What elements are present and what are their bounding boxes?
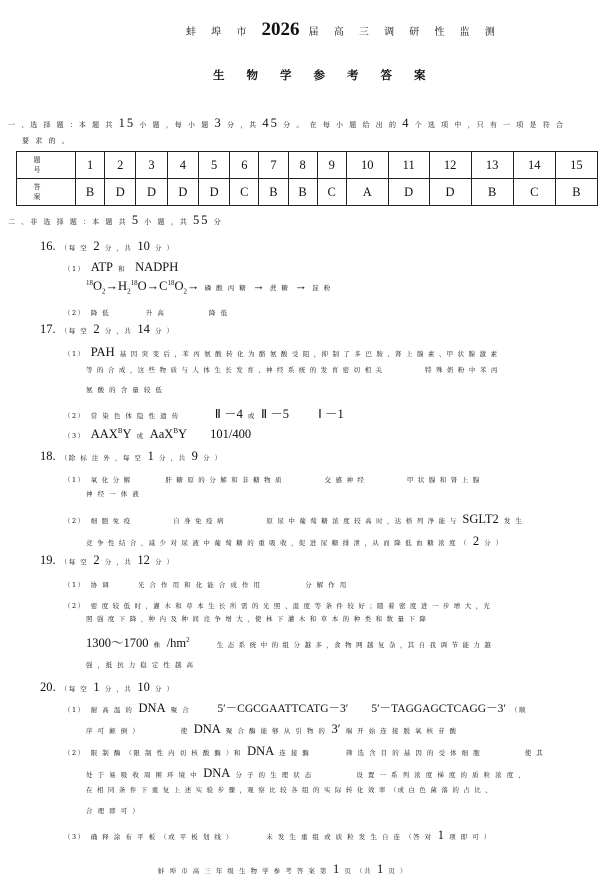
- exam-title: [186, 19, 501, 41]
- page-total: 1: [377, 862, 384, 876]
- answer-cell: A: [346, 179, 388, 206]
- section1-intro-c: 分 ，共: [226, 121, 259, 129]
- part-text: 生 态 系 统 中 的 组 分 越 多 ，食 物 网 越 复 杂 ，其 自 我 调 节 能 力 越: [216, 641, 493, 649]
- part-text: 确 释 涂 布 平 板 （或 平 板 划 线 ） 未 发 生 重 组 或 质 粒 发 生 自 连 （答 对: [90, 833, 433, 841]
- question-number: 9: [317, 152, 346, 179]
- count: 1: [437, 828, 444, 842]
- q19-header: [40, 549, 175, 568]
- nadph-term: NADPH: [135, 260, 179, 274]
- score-total: 10: [137, 680, 150, 694]
- conjunction: 或: [136, 432, 145, 440]
- document-title: 生 物 学 参 考 答 案: [213, 68, 435, 82]
- genotype-2: AaX$^B$Y: [149, 426, 188, 441]
- pedigree-individual: Ⅱ －4: [214, 407, 243, 421]
- section2-intro-b: 小 题 ，共: [144, 218, 189, 226]
- q17-number: 17.: [40, 322, 56, 336]
- chain-step: 磷 酸 丙 糖: [204, 284, 248, 292]
- row-label-number: 题 号: [17, 152, 76, 179]
- conjunction: 或: [247, 412, 256, 420]
- part-text: 细 胞 免 疫 自 身 免 疫 病 原 尿 中 葡 萄 糖 浓 度 较 高 时 ，达 格 列 净 能 与: [90, 517, 458, 525]
- question-number: 8: [288, 152, 317, 179]
- answer-cell: B: [259, 179, 288, 206]
- score-per: 1: [93, 680, 100, 694]
- part-label: （1）: [64, 265, 86, 273]
- section1-intro-a: 一 、选 择 题 ：本 题 共: [8, 121, 115, 129]
- score-text: 分 ，共: [104, 327, 133, 335]
- q16-part1: [64, 256, 178, 275]
- section2-intro-c: 分: [213, 218, 223, 226]
- table-row-answers: [17, 179, 598, 206]
- q17-part3: [64, 423, 251, 442]
- footer-text: 页 ）: [388, 867, 408, 875]
- score-text: （每 空: [60, 685, 89, 693]
- q18-part1-line2: 神 经 一 体 液: [86, 490, 141, 498]
- answer-cell: D: [105, 179, 136, 206]
- arrow: →: [252, 279, 265, 293]
- answer-cell: D: [136, 179, 167, 206]
- answer-cell: B: [288, 179, 317, 206]
- q18-part1-line1: [64, 467, 480, 486]
- chain-step: 淀 粉: [312, 284, 332, 292]
- section1-options: 4: [402, 116, 411, 130]
- primer-sequence: 5′－TAGGAGCTCAGG－3′: [371, 703, 506, 715]
- dna-term: DNA: [138, 701, 166, 715]
- page-footer: [158, 858, 408, 877]
- question-number: 1: [76, 152, 105, 179]
- question-number: 4: [167, 152, 198, 179]
- q20-part1-line1: [64, 697, 527, 716]
- q19-part2-line2: 照 强 度 下 降 ，种 内 及 种 间 竞 争 增 大 ，使 林 下 灌 木 和 草 本 的 种 类 和 数 量 下 降: [86, 615, 428, 623]
- question-number: 7: [259, 152, 288, 179]
- section2-intro: [8, 213, 223, 228]
- answer-cell: C: [513, 179, 555, 206]
- part-text: 聚 合 酶 能 够 从 引 物 的: [225, 727, 327, 735]
- score-text: （每 空: [60, 327, 89, 335]
- part-text: 竞 争 性 结 合 ，减 少 对 尿 液 中 葡 萄 糖 的 重 吸 收 ，促 进 尿 糖 排 泄 ，从 而 降 低 血 糖 浓 度 （: [86, 539, 468, 547]
- q16-header: [40, 235, 175, 254]
- score-text: 分 ，共: [104, 685, 133, 693]
- score-per: 2: [93, 553, 100, 567]
- part-label: （1）: [64, 581, 86, 589]
- question-number: 2: [105, 152, 136, 179]
- part-label: （2）: [64, 412, 86, 420]
- row-label-answer: 答 案: [17, 179, 76, 206]
- points: 2: [472, 534, 480, 548]
- sglt2-term: SGLT2: [462, 512, 499, 526]
- score-total: 14: [137, 322, 150, 336]
- score-per: 1: [147, 449, 154, 463]
- section1-intro: [8, 116, 565, 131]
- answer-cell: D: [429, 179, 471, 206]
- q17-part1-line3: 氨 酸 的 含 量 较 低: [86, 386, 164, 394]
- footer-text: 蚌 埠 市 高 三 年 级 生 物 学 参 考 答 案 第: [158, 867, 328, 875]
- q20-part3: [64, 824, 492, 843]
- part-label: （3）: [64, 833, 86, 841]
- q17-part1-line2: 等 的 合 成 ，这 些 物 质 与 人 体 生 长 发 育 、神 经 系 统 的 发 育 密 切 相 关 特 殊 奶 粉 中 苯 丙: [86, 366, 499, 374]
- q18-number: 18.: [40, 449, 56, 463]
- part-text: 协 调 光 合 作 用 和 化 能 合 成 作 用 分 解 作 用: [90, 581, 348, 589]
- part-text: （顺: [510, 706, 527, 714]
- q20-part1-line2: [86, 718, 458, 737]
- answer-table: [16, 151, 598, 206]
- score-text: 分 ）: [203, 454, 223, 462]
- part-label: （2）: [64, 309, 86, 317]
- answer-cell: D: [198, 179, 229, 206]
- page-number: 1: [333, 862, 340, 876]
- part-text: 常 染 色 体 隐 性 遗 传: [90, 412, 180, 420]
- part-text: 序 可 颠 倒 ） 使: [86, 727, 189, 735]
- q18-part2-line2: [86, 530, 504, 549]
- table-row-numbers: [17, 152, 598, 179]
- question-number: 5: [198, 152, 229, 179]
- part-label: （1）: [64, 350, 86, 358]
- q17-part2: [64, 403, 344, 422]
- score-total: 10: [137, 239, 150, 253]
- question-number: 6: [230, 152, 259, 179]
- q16-number: 16.: [40, 239, 56, 253]
- question-number: 10: [346, 152, 388, 179]
- exam-year: 2026: [261, 19, 300, 40]
- score-text: （每 空: [60, 244, 89, 252]
- q20-part2-line2: [86, 762, 526, 781]
- part-label: （2）: [64, 517, 86, 525]
- part-label: （2）: [64, 749, 86, 757]
- part-text: 发 生: [503, 517, 524, 525]
- primer-sequence: 5′－CGCGAATTCATG－3′: [217, 703, 349, 715]
- dna-term: DNA: [247, 744, 275, 758]
- exam-title-prefix: 蚌 埠 市: [186, 27, 253, 38]
- pah-term: PAH: [90, 345, 115, 359]
- question-number: 14: [513, 152, 555, 179]
- part-text: 密 度 较 低 时 ，灌 木 和 草 本 生 长 所 需 的 光 照 、湿 度 等 条 件 较 好 ；随 着 密 度 进 一 步 增 大 ，光: [90, 602, 492, 610]
- part-text: 连 接 酶 筛 选 含 目 的 基 因 的 受 体 细 胞 使 其: [279, 749, 545, 757]
- atp-term: ATP: [90, 260, 113, 274]
- q17-part1-line1: [64, 341, 498, 360]
- conjunction: 和: [118, 265, 127, 273]
- q20-number: 20.: [40, 680, 56, 694]
- score-text: 分 ）: [155, 558, 175, 566]
- q18-header: [40, 445, 223, 464]
- score-text: 分 ）: [155, 685, 175, 693]
- part-label: （2）: [64, 602, 86, 610]
- part-text: 耐 高 温 的: [90, 706, 134, 714]
- answer-cell: D: [167, 179, 198, 206]
- part-text: 基 因 突 变 后 ，苯 丙 氨 酸 转 化 为 酪 氨 酸 受 阻 ，抑 制 了 多 巴 胺 、肾 上 腺 素 、甲 状 腺 激 素: [119, 350, 499, 358]
- q18-part2-line1: [64, 508, 523, 527]
- footer-text: 页 （共: [344, 867, 372, 875]
- section1-intro-b: 小 题 ，每 小 题: [139, 121, 211, 129]
- part-label: （3）: [64, 432, 86, 440]
- score-text: 分 ，共: [104, 244, 133, 252]
- q19-part1: [64, 572, 348, 591]
- q19-number: 19.: [40, 553, 56, 567]
- chain-step: 蔗 糖: [269, 284, 290, 292]
- unit: 株: [153, 641, 162, 649]
- question-number: 13: [471, 152, 513, 179]
- arrow: →: [294, 279, 308, 293]
- part-text: 氧 化 分 解 肝 糖 原 的 分 解 和 非 糖 物 质 交 感 神 经 甲 状 腺 和 肾 上 腺: [90, 476, 481, 484]
- section1-per-points: 3: [214, 116, 223, 130]
- isotope-formula: $^{18}O_2\to H_2^{18}O\to C^{18}O_2\to$: [86, 278, 200, 296]
- answer-cell: B: [76, 179, 105, 206]
- part-text: 降 低 升 高 降 低: [90, 309, 229, 317]
- score-text: 分 ，共: [159, 454, 187, 462]
- score-text: 分 ）: [155, 244, 175, 252]
- probability: 101/400: [210, 427, 252, 441]
- section2-count: 5: [131, 213, 141, 227]
- part-text: 分 子 的 生 理 状 态 设 置 一 系 列 浓 度 梯 度 的 质 粒 浓 度 ，: [235, 771, 527, 779]
- question-number: 15: [555, 152, 597, 179]
- part-label: （1）: [64, 706, 86, 714]
- dna-term: DNA: [203, 766, 231, 780]
- q20-part2-line4: 合 理 即 可 ）: [86, 807, 141, 815]
- section1-intro-e: 个 选 项 中 ，只 有 一 项 是 符 合: [414, 121, 565, 129]
- score-total: 9: [191, 449, 198, 463]
- q16-part2: [64, 300, 229, 319]
- answer-cell: B: [471, 179, 513, 206]
- part-text: 限 制 酶 （限 制 性 内 切 核 酸 酶 ）和: [90, 749, 242, 757]
- q20-part2-line3: 在 相 同 条 件 下 重 复 上 述 实 验 步 骤 ，观 察 比 较 各 组 的 实 际 转 化 效 率 （或 白 色 菌 落 的 占 比 、: [86, 786, 493, 794]
- unit: $/hm^2$: [166, 635, 190, 650]
- density-range: 1300～1700: [86, 636, 149, 650]
- score-total: 12: [137, 553, 150, 567]
- q19-part2-line1: [64, 593, 491, 612]
- answer-cell: C: [230, 179, 259, 206]
- section2-intro-a: 二 、非 选 择 题 ：本 题 共: [8, 218, 128, 226]
- score-text: 分 ，共: [104, 558, 133, 566]
- q19-part2-line4: 强 ，抵 抗 力 稳 定 性 越 高: [86, 661, 195, 669]
- part-label: （1）: [64, 476, 86, 484]
- q20-header: [40, 676, 175, 695]
- question-number: 3: [136, 152, 167, 179]
- section1-total-points: 45: [262, 116, 279, 130]
- q16-isotope-chain: [86, 275, 332, 294]
- genotype-1: $AAX^BY$: [90, 426, 132, 441]
- answer-cell: C: [317, 179, 346, 206]
- exam-title-suffix: 届 高 三 调 研 性 监 测: [308, 27, 501, 38]
- score-text: 分 ）: [155, 327, 175, 335]
- three-prime-end: 3′: [331, 722, 341, 736]
- answer-cell: D: [388, 179, 429, 206]
- dna-term: DNA: [193, 722, 221, 736]
- section1-intro-line2: 要 求 的 。: [22, 137, 71, 145]
- section2-total-points: 55: [192, 213, 210, 227]
- q20-part2-line1: [64, 740, 544, 759]
- score-text: （除 标 注 外 ，每 空: [60, 454, 143, 462]
- question-number: 12: [429, 152, 471, 179]
- pedigree-individual: Ⅱ －5: [261, 407, 290, 421]
- part-text: 聚 合: [170, 706, 191, 714]
- part-text: 端 开 始 连 接 脱 氧 核 苷 酸: [345, 727, 458, 735]
- part-text: 项 即 可 ）: [449, 833, 492, 841]
- section1-count: 15: [118, 116, 136, 130]
- section1-intro-d: 分 。 在 每 小 题 给 出 的: [283, 121, 398, 129]
- score-per: 2: [93, 239, 100, 253]
- q19-part2-line3: [86, 632, 492, 651]
- score-text: （每 空: [60, 558, 89, 566]
- part-text: 分 ）: [484, 539, 504, 547]
- q17-header: [40, 318, 175, 337]
- part-text: 处 于 易 吸 收 周 围 环 境 中: [86, 771, 199, 779]
- question-number: 11: [388, 152, 429, 179]
- answer-cell: B: [555, 179, 597, 206]
- pedigree-individual: Ⅰ －1: [318, 407, 344, 421]
- score-per: 2: [93, 322, 100, 336]
